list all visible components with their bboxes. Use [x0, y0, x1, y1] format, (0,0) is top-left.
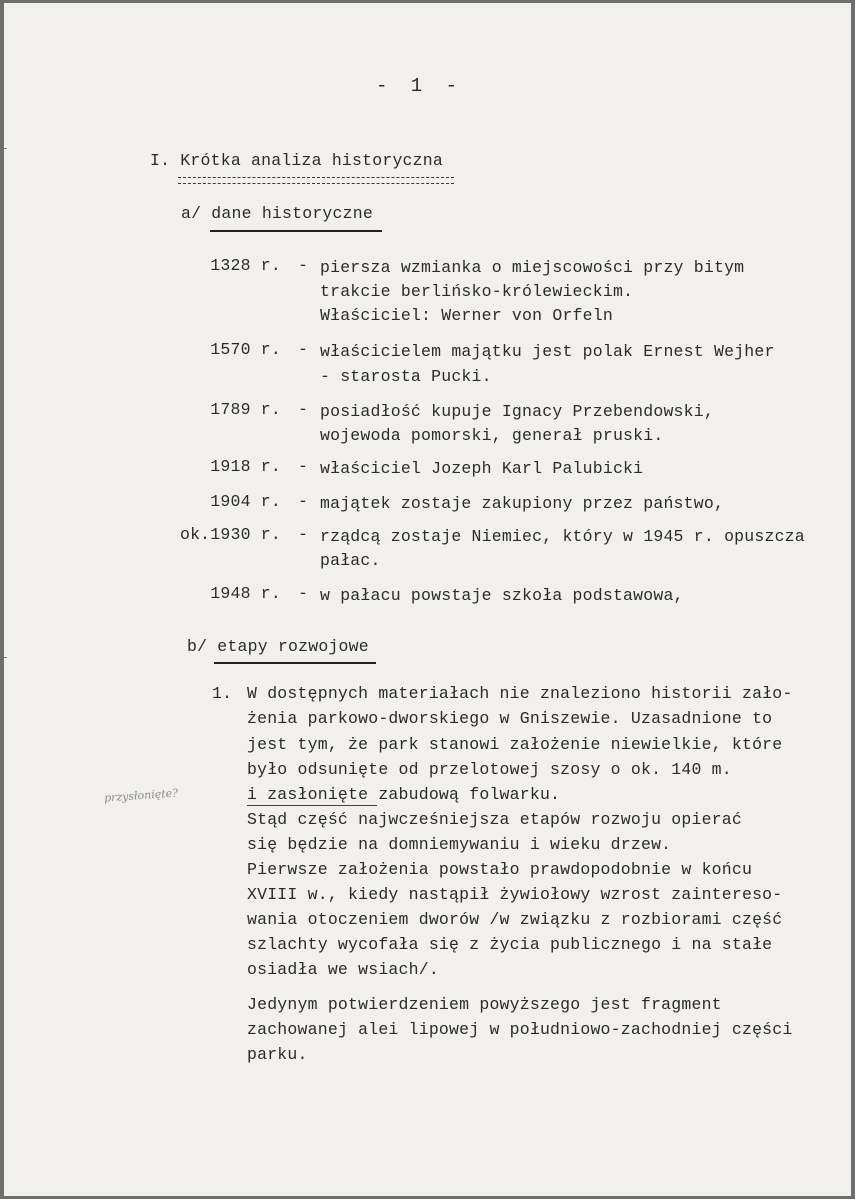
stage-line: się będzie na domniemywaniu i wieku drzew. [247, 835, 672, 854]
history-dash: - [298, 400, 309, 419]
history-line: posiadłość kupuje Ignacy Przebendowski, [320, 402, 714, 421]
stage-line: Stąd część najwcześniejsza etapów rozwoju opierać [247, 810, 742, 829]
stage-line: szlachty wycofała się z życia publicznego i na stałe [247, 935, 773, 954]
stage-line: i zasłonięte zabudową folwarku. [247, 785, 561, 804]
stage-line: wania otoczeniem dworów /w związku z rozbiorami część [247, 910, 783, 929]
history-dash: - [298, 492, 309, 511]
history-dash: - [298, 525, 309, 544]
stage-line: jest tym, że park stanowi założenie niewielkie, które [247, 735, 783, 754]
history-line: majątek zostaje zakupiony przez państwo, [320, 494, 725, 513]
subsection-b-heading: b/ etapy rozwojowe [187, 637, 369, 656]
pencil-margin-note: przysłonięte? [103, 786, 179, 805]
history-line: piersza wzmianka o miejscowości przy bitym [320, 258, 745, 277]
history-line: Właściciel: Werner von Orfeln [320, 306, 613, 325]
history-date: 1948 r. [210, 584, 281, 603]
stage-line: żenia parkowo-dworskiego w Gniszewie. Uzasadnione to [247, 709, 773, 728]
history-dash: - [298, 340, 309, 359]
stage-line: W dostępnych materiałach nie znaleziono historii zało- [247, 684, 793, 703]
margin-tick [4, 148, 7, 149]
subsection-a-underline [210, 230, 382, 232]
history-line: pałac. [320, 551, 381, 570]
stage-number: 1. [212, 684, 233, 703]
history-dash: - [298, 457, 309, 476]
document-page [4, 3, 851, 1196]
history-date: 1570 r. [210, 340, 281, 359]
stage-line: XVIII w., kiedy nastąpił żywiołowy wzrost zaintereso- [247, 885, 783, 904]
stage-line: osiadła we wsiach/. [247, 960, 439, 979]
history-line: trakcie berlińsko-królewieckim. [320, 282, 634, 301]
pencil-underline [247, 805, 377, 806]
history-line: wojewoda pomorski, generał pruski. [320, 426, 664, 445]
section-title: I. Krótka analiza historyczna [150, 151, 443, 170]
stage-line: zachowanej alei lipowej w południowo-zachodniej części [247, 1020, 793, 1039]
margin-tick [4, 657, 7, 658]
history-line: rządcą zostaje Niemiec, który w 1945 r. opuszcza [320, 527, 805, 546]
history-date: 1918 r. [210, 457, 281, 476]
history-dash: - [298, 256, 309, 275]
subsection-b-underline [214, 662, 376, 664]
history-line: właścicielem majątku jest polak Ernest Wejher [320, 342, 775, 361]
stage-line: Pierwsze założenia powstało prawdopodobnie w końcu [247, 860, 753, 879]
history-date: 1904 r. [210, 492, 281, 511]
history-date: 1789 r. [210, 400, 281, 419]
title-double-underline [178, 177, 454, 184]
stage-line: parku. [247, 1045, 308, 1064]
history-date: ok.1930 r. [179, 525, 281, 544]
stage-line: Jedynym potwierdzeniem powyższego jest fragment [247, 995, 722, 1014]
stage-line: było odsunięte od przelotowej szosy o ok. 140 m. [247, 760, 732, 779]
subsection-a-heading: a/ dane historyczne [181, 204, 373, 223]
history-line: - starosta Pucki. [320, 367, 492, 386]
history-line: właściciel Jozeph Karl Palubicki [320, 459, 644, 478]
history-date: 1328 r. [210, 256, 281, 275]
history-line: w pałacu powstaje szkoła podstawowa, [320, 586, 684, 605]
history-dash: - [298, 584, 309, 603]
page-number: - 1 - [376, 75, 464, 97]
